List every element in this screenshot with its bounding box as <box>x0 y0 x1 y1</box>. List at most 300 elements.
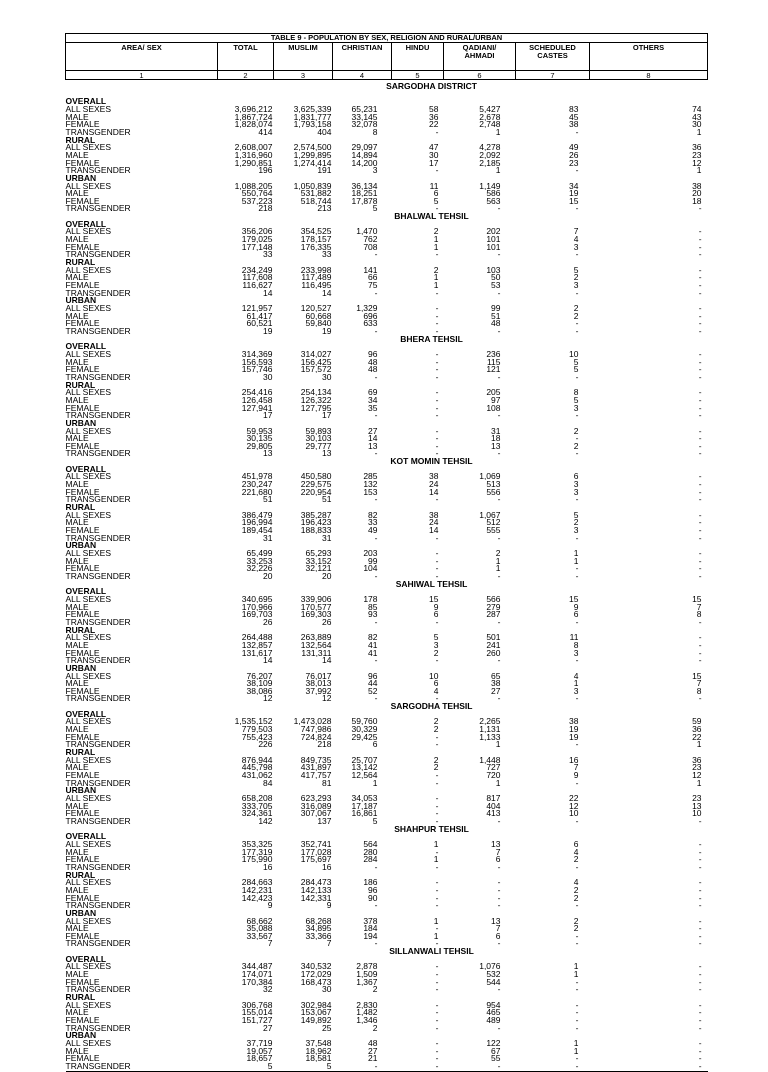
row-label: TRANSGENDER <box>65 938 131 949</box>
christian-cell: - <box>374 494 378 505</box>
hindu-cell: - <box>435 1022 439 1033</box>
table-row <box>66 160 708 168</box>
scheduled-castes-cell: - <box>575 1007 579 1018</box>
muslim-cell: 34,895 <box>305 923 332 934</box>
group-heading-row <box>66 910 708 918</box>
row-label: MALE <box>65 1045 89 1056</box>
row-label: MALE <box>65 555 89 566</box>
total-cell: 177,319 <box>241 846 273 857</box>
column-header-christian: CHRISTIAN <box>333 43 392 71</box>
others-cell: 12 <box>692 157 702 168</box>
others-cell: 22 <box>692 731 702 742</box>
hindu-cell: 2 <box>433 647 439 658</box>
qadiani-ahmadi-cell: - <box>497 410 501 421</box>
christian-cell: 82 <box>368 632 378 643</box>
group-heading: RURAL <box>65 257 96 268</box>
row-label: TRANSGENDER <box>65 287 131 298</box>
scheduled-castes-cell: 3 <box>573 241 579 252</box>
others-cell: 20 <box>692 188 702 199</box>
total-cell: 157,746 <box>241 364 273 375</box>
total-cell: 7 <box>267 938 273 949</box>
hindu-cell: 17 <box>429 157 439 168</box>
scheduled-castes-cell: - <box>575 976 579 987</box>
others-cell: 15 <box>692 670 702 681</box>
row-label: MALE <box>65 762 89 773</box>
qadiani-ahmadi-cell: 2,678 <box>479 111 501 122</box>
muslim-cell: 518,744 <box>300 195 332 206</box>
total-cell: 76,207 <box>246 670 273 681</box>
hindu-cell: 4 <box>433 685 439 696</box>
christian-cell: 49 <box>368 525 378 536</box>
scheduled-castes-cell: - <box>575 371 579 382</box>
group-heading: URBAN <box>65 295 97 306</box>
group-heading-row <box>66 221 708 229</box>
table-row <box>66 925 708 933</box>
muslim-cell: 51 <box>322 494 332 505</box>
others-cell: - <box>698 203 702 214</box>
scheduled-castes-cell: 15 <box>569 195 579 206</box>
christian-cell: 1,482 <box>356 1007 378 1018</box>
hindu-cell: - <box>435 884 439 895</box>
table-row <box>66 841 708 849</box>
qadiani-ahmadi-cell: 586 <box>486 188 501 199</box>
muslim-cell: 60,668 <box>305 310 332 321</box>
scheduled-castes-cell: - <box>516 1063 590 1071</box>
row-label: TRANSGENDER <box>65 861 131 872</box>
scheduled-castes-cell: - <box>575 861 579 872</box>
table-row <box>66 313 708 321</box>
muslim-cell: 127,795 <box>300 402 332 413</box>
others-cell: - <box>698 471 702 482</box>
muslim-cell: 218 <box>317 739 332 750</box>
row-label: ALL SEXES <box>65 754 112 765</box>
others-cell: - <box>698 555 702 566</box>
christian-cell: 66 <box>368 272 378 283</box>
christian-cell: 6 <box>372 739 378 750</box>
qadiani-ahmadi-cell: 31 <box>491 425 501 436</box>
muslim-cell: 1,473,028 <box>293 716 332 727</box>
christian-cell: 2,830 <box>356 999 378 1010</box>
scheduled-castes-cell: 8 <box>573 387 579 398</box>
scheduled-castes-cell: - <box>575 563 579 574</box>
others-cell: 38 <box>692 180 702 191</box>
christian-cell: 8 <box>372 126 378 137</box>
row-label: TRANSGENDER <box>66 1063 218 1071</box>
total-cell: 431,062 <box>241 770 273 781</box>
table-row <box>66 351 708 359</box>
scheduled-castes-cell: - <box>575 900 579 911</box>
scheduled-castes-cell: 4 <box>573 877 579 888</box>
others-cell: 8 <box>696 685 702 696</box>
column-number: 5 <box>392 71 444 80</box>
column-header-scheduled-castes <box>516 43 590 71</box>
qadiani-ahmadi-cell: 566 <box>486 593 501 604</box>
qadiani-ahmadi-cell: 1,448 <box>479 754 501 765</box>
qadiani-ahmadi-cell: 1 <box>495 126 501 137</box>
row-label: ALL SEXES <box>65 471 112 482</box>
qadiani-ahmadi-cell: 287 <box>486 609 501 620</box>
others-cell: - <box>698 234 702 245</box>
table-row <box>66 772 708 780</box>
hindu-cell: 10 <box>429 670 439 681</box>
total-cell: 33,253 <box>246 555 273 566</box>
table-row <box>66 512 708 520</box>
muslim-cell: 25 <box>322 1022 332 1033</box>
christian-cell: - <box>374 287 378 298</box>
total-cell: 386,479 <box>241 509 273 520</box>
muslim-cell: 1,831,777 <box>293 111 332 122</box>
christian-cell: 30,329 <box>351 724 378 735</box>
christian-cell: 29,425 <box>351 731 378 742</box>
hindu-cell: - <box>435 433 439 444</box>
row-label: ALL SEXES <box>65 716 112 727</box>
hindu-cell: 15 <box>429 593 439 604</box>
others-cell: 1 <box>696 126 702 137</box>
qadiani-ahmadi-cell: 99 <box>491 303 501 314</box>
scheduled-castes-cell: 1 <box>573 1045 579 1056</box>
christian-cell: 14 <box>368 433 378 444</box>
christian-cell: 48 <box>368 364 378 375</box>
row-label: ALL SEXES <box>65 838 112 849</box>
christian-cell: 14,200 <box>351 157 378 168</box>
row-label: FEMALE <box>65 486 100 497</box>
total-cell: 755,423 <box>241 731 273 742</box>
others-cell: - <box>698 486 702 497</box>
column-header-row <box>66 43 708 71</box>
christian-cell: - <box>374 410 378 421</box>
table-row <box>66 558 708 566</box>
others-cell: - <box>698 984 702 995</box>
christian-cell: 633 <box>363 318 378 329</box>
muslim-cell: 153,067 <box>300 1007 332 1018</box>
group-heading-row <box>66 956 708 964</box>
total-cell: 31 <box>263 532 273 543</box>
muslim-cell: 68,268 <box>305 915 332 926</box>
others-cell: - <box>698 310 702 321</box>
scheduled-castes-cell: 45 <box>569 111 579 122</box>
row-label: MALE <box>65 356 89 367</box>
scheduled-castes-cell: 38 <box>569 119 579 130</box>
scheduled-castes-cell: 11 <box>569 632 579 643</box>
table-body <box>66 83 708 1071</box>
muslim-cell: 142,133 <box>300 884 332 895</box>
table-row <box>66 757 708 765</box>
table-row <box>66 673 708 681</box>
christian-cell: 35 <box>368 402 378 413</box>
muslim-cell: 233,998 <box>300 264 332 275</box>
hindu-cell: - <box>435 861 439 872</box>
others-cell: - <box>698 494 702 505</box>
total-cell: 38,086 <box>246 685 273 696</box>
table-row <box>66 412 708 420</box>
hindu-cell: - <box>435 846 439 857</box>
row-label: FEMALE <box>65 770 100 781</box>
scheduled-castes-cell: 15 <box>569 593 579 604</box>
total-cell: 451,978 <box>241 471 273 482</box>
total-cell: 537,223 <box>241 195 273 206</box>
hindu-cell: - <box>435 555 439 566</box>
scheduled-castes-cell: - <box>575 655 579 666</box>
table-row <box>66 887 708 895</box>
total-cell: 353,325 <box>241 838 273 849</box>
qadiani-ahmadi-cell: 13 <box>491 440 501 451</box>
group-heading-row <box>66 994 708 1002</box>
muslim-cell: 33 <box>322 249 332 260</box>
row-label: MALE <box>65 884 89 895</box>
row-label: MALE <box>65 310 89 321</box>
column-header-others: OTHERS <box>590 43 708 71</box>
scheduled-castes-cell: 2 <box>573 440 579 451</box>
total-cell: 18,657 <box>246 1053 273 1064</box>
hindu-cell: - <box>435 900 439 911</box>
table-row <box>66 106 708 114</box>
qadiani-ahmadi-cell: 563 <box>486 195 501 206</box>
qadiani-ahmadi-cell: 97 <box>491 394 501 405</box>
qadiani-ahmadi-cell: 202 <box>486 226 501 237</box>
others-cell: - <box>698 348 702 359</box>
population-table-page <box>65 33 707 1072</box>
christian-cell: 194 <box>363 930 378 941</box>
section-heading-row <box>66 703 708 711</box>
scheduled-castes-cell: 1 <box>573 969 579 980</box>
scheduled-castes-cell: - <box>575 1053 579 1064</box>
group-heading: RURAL <box>65 379 96 390</box>
christian-cell: - <box>333 1063 392 1071</box>
row-label: ALL SEXES <box>65 961 112 972</box>
hindu-cell: - <box>435 999 439 1010</box>
others-cell: 18 <box>692 195 702 206</box>
others-cell: 36 <box>692 724 702 735</box>
hindu-cell: - <box>435 693 439 704</box>
group-heading: URBAN <box>65 417 97 428</box>
christian-cell: 41 <box>368 639 378 650</box>
muslim-cell: 38,013 <box>305 678 332 689</box>
muslim-cell: 177,028 <box>300 846 332 857</box>
row-label: ALL SEXES <box>65 1038 112 1049</box>
others-cell: - <box>698 440 702 451</box>
total-cell: 356,206 <box>241 226 273 237</box>
total-cell: 59,953 <box>246 425 273 436</box>
qadiani-ahmadi-cell: 53 <box>491 280 501 291</box>
muslim-cell: 172,029 <box>300 969 332 980</box>
muslim-cell: 623,293 <box>300 793 332 804</box>
row-label: ALL SEXES <box>65 548 112 559</box>
muslim-cell: 19 <box>322 325 332 336</box>
table-row <box>66 619 708 627</box>
total-cell: 12 <box>263 693 273 704</box>
others-cell: 23 <box>692 793 702 804</box>
others-cell: - <box>698 1022 702 1033</box>
muslim-cell: 18,962 <box>305 1045 332 1056</box>
muslim-cell: 59,840 <box>305 318 332 329</box>
hindu-cell: 24 <box>429 479 439 490</box>
scheduled-castes-cell: 2 <box>573 272 579 283</box>
others-cell: - <box>698 525 702 536</box>
group-heading: URBAN <box>65 662 97 673</box>
qadiani-ahmadi-cell: 7 <box>495 846 501 857</box>
table-row <box>66 1063 708 1071</box>
muslim-cell: 254,134 <box>300 387 332 398</box>
muslim-cell: 116,495 <box>301 280 332 291</box>
column-number: 7 <box>516 71 590 80</box>
scheduled-castes-cell: 1 <box>573 678 579 689</box>
table-row <box>66 856 708 864</box>
table-row <box>66 596 708 604</box>
scheduled-castes-cell: - <box>575 165 579 176</box>
total-cell: 284,663 <box>241 877 273 888</box>
total-cell: 14 <box>263 655 273 666</box>
christian-cell: 59,760 <box>351 716 378 727</box>
table-row <box>66 918 708 926</box>
qadiani-ahmadi-cell: - <box>497 900 501 911</box>
total-cell: 142,231 <box>241 884 273 895</box>
scheduled-castes-cell: - <box>575 325 579 336</box>
christian-cell: 41 <box>368 647 378 658</box>
row-label: MALE <box>65 234 89 245</box>
column-header-total: TOTAL <box>218 43 274 71</box>
scheduled-castes-cell: - <box>575 570 579 581</box>
total-cell: 33,567 <box>246 930 273 941</box>
hindu-cell: - <box>435 815 439 826</box>
others-cell: - <box>698 1007 702 1018</box>
qadiani-ahmadi-cell: - <box>497 448 501 459</box>
christian-cell: - <box>374 616 378 627</box>
qadiani-ahmadi-cell: - <box>497 325 501 336</box>
christian-cell: 16,861 <box>351 808 378 819</box>
hindu-cell: 38 <box>429 509 439 520</box>
hindu-cell: - <box>435 800 439 811</box>
scheduled-castes-cell: 2 <box>573 310 579 321</box>
row-label: FEMALE <box>65 440 100 451</box>
table-row <box>66 695 708 703</box>
hindu-cell: - <box>435 348 439 359</box>
group-heading-row <box>66 343 708 351</box>
table-row <box>66 481 708 489</box>
row-label: MALE <box>65 394 89 405</box>
scheduled-castes-cell: 2 <box>573 892 579 903</box>
hindu-cell: 1 <box>433 838 439 849</box>
section-heading: KOT MOMIN TEHSIL <box>390 456 473 467</box>
column-header-scheduled-castes-text: SCHEDULED CASTES <box>529 43 576 60</box>
scheduled-castes-cell: 2 <box>573 915 579 926</box>
others-cell: - <box>698 938 702 949</box>
muslim-cell: 14 <box>322 287 332 298</box>
christian-cell: 3 <box>372 165 378 176</box>
qadiani-ahmadi-cell: 1 <box>495 739 501 750</box>
qadiani-ahmadi-cell: 241 <box>486 639 501 650</box>
muslim-cell: 33,152 <box>305 555 332 566</box>
total-cell: 32 <box>263 984 273 995</box>
total-cell: 254,416 <box>241 387 273 398</box>
qadiani-ahmadi-cell: - <box>497 884 501 895</box>
column-number: 4 <box>333 71 392 80</box>
others-cell: - <box>698 570 702 581</box>
total-cell: 1,290,851 <box>234 157 273 168</box>
row-label: MALE <box>65 639 89 650</box>
muslim-cell: 307,067 <box>300 808 332 819</box>
muslim-cell: 175,697 <box>300 854 332 865</box>
row-label: FEMALE <box>65 647 100 658</box>
qadiani-ahmadi-cell: - <box>497 371 501 382</box>
scheduled-castes-cell: 4 <box>573 846 579 857</box>
hindu-cell: 2 <box>433 754 439 765</box>
qadiani-ahmadi-cell: 1,131 <box>479 724 501 735</box>
muslim-cell: 16 <box>322 861 332 872</box>
total-cell: 1,088,205 <box>234 180 273 191</box>
others-cell: - <box>698 364 702 375</box>
hindu-cell: 47 <box>429 142 439 153</box>
section-heading: SHAHPUR TEHSIL <box>394 823 469 834</box>
total-cell: 27 <box>263 1022 273 1033</box>
others-cell: 15 <box>692 593 702 604</box>
row-label: MALE <box>65 800 89 811</box>
qadiani-ahmadi-cell: 1,149 <box>479 180 501 191</box>
table-row <box>66 604 708 612</box>
section-heading-row <box>66 83 708 91</box>
group-heading-row <box>66 420 708 428</box>
muslim-cell: 30 <box>322 371 332 382</box>
table-row <box>66 190 708 198</box>
row-label: ALL SEXES <box>65 348 112 359</box>
qadiani-ahmadi-cell: 1 <box>495 165 501 176</box>
total-cell: 218 <box>258 203 273 214</box>
group-heading-row <box>66 833 708 841</box>
muslim-cell: 37,992 <box>305 685 332 696</box>
row-label: FEMALE <box>65 563 100 574</box>
christian-cell: 1,470 <box>356 226 378 237</box>
hindu-cell: - <box>435 961 439 972</box>
qadiani-ahmadi-cell: 205 <box>486 387 501 398</box>
table-row <box>66 374 708 382</box>
row-label: TRANSGENDER <box>65 532 131 543</box>
table-row <box>66 895 708 903</box>
muslim-cell: 65,293 <box>305 548 332 559</box>
others-cell: 36 <box>692 142 702 153</box>
hindu-cell: - <box>435 731 439 742</box>
table-row <box>66 1040 708 1048</box>
qadiani-ahmadi-cell: 404 <box>486 800 501 811</box>
row-label: FEMALE <box>65 364 100 375</box>
scheduled-castes-cell: 3 <box>573 486 579 497</box>
hindu-cell: - <box>435 976 439 987</box>
total-cell: 33 <box>263 249 273 260</box>
table-row <box>66 803 708 811</box>
scheduled-castes-cell: 10 <box>569 808 579 819</box>
others-cell: - <box>698 280 702 291</box>
total-cell: 61,417 <box>246 310 273 321</box>
table-row <box>66 183 708 191</box>
hindu-cell: 22 <box>429 119 439 130</box>
muslim-cell: 229,575 <box>300 479 332 490</box>
table-title: TABLE 9 - POPULATION BY SEX, RELIGION AND RURAL/URBAN <box>66 34 708 43</box>
total-cell: 1,867,724 <box>234 111 273 122</box>
hindu-cell: - <box>435 249 439 260</box>
christian-cell: - <box>374 693 378 704</box>
qadiani-ahmadi-cell: - <box>497 203 501 214</box>
scheduled-castes-cell: 2 <box>573 854 579 865</box>
others-cell: 12 <box>692 770 702 781</box>
table-row <box>66 726 708 734</box>
hindu-cell: - <box>435 563 439 574</box>
christian-cell: 21 <box>368 1053 378 1064</box>
hindu-cell: 6 <box>433 609 439 620</box>
row-label: ALL SEXES <box>65 303 112 314</box>
table-row <box>66 642 708 650</box>
total-cell: 876,944 <box>241 754 273 765</box>
others-cell: 1 <box>696 165 702 176</box>
christian-cell: 5 <box>372 203 378 214</box>
qadiani-ahmadi-cell: 55 <box>491 1053 501 1064</box>
